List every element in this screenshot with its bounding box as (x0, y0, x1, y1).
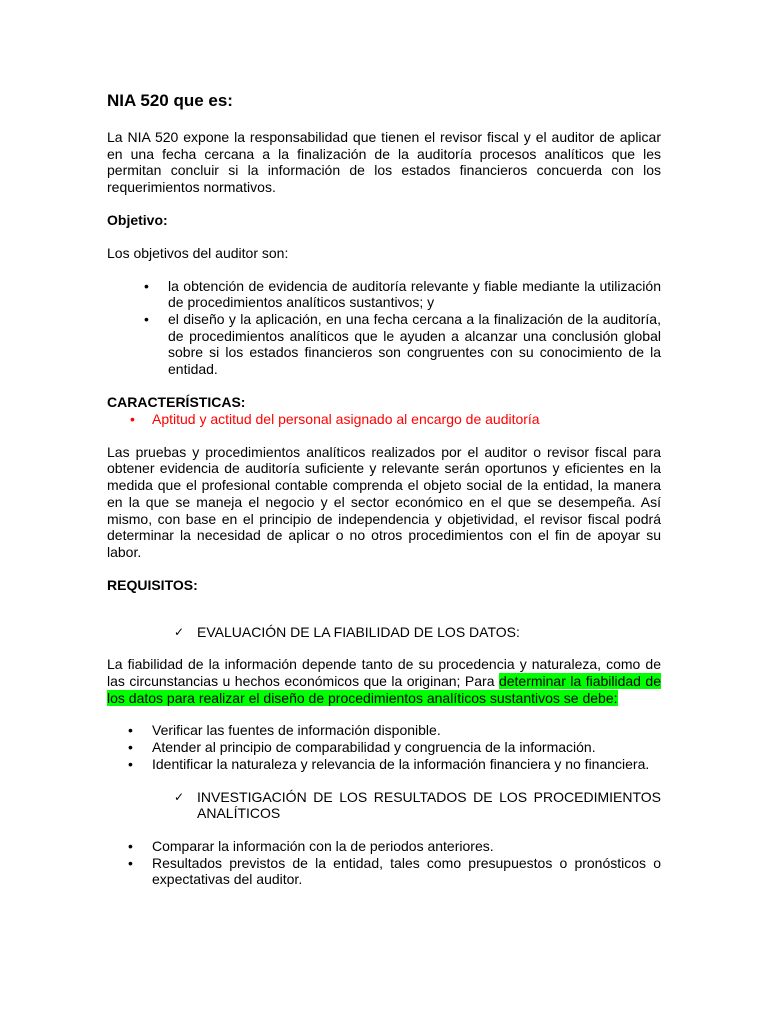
list-item (107, 838, 661, 855)
objective-lead: Los objetivos del auditor son: (107, 244, 289, 261)
list-item-text: Verificar las fuentes de información disponible. (152, 722, 441, 739)
requirement-section-2-title (107, 789, 661, 822)
list-item-text: el diseño y la aplicación, en una fecha cercana a la finalización de la auditoría, de procedimientos analíticos que le ayuden a alcanzar una conclusión global sobre si los estados financieros son congruentes con su conocimiento de la entidad. (168, 310, 661, 378)
objective-list (107, 278, 661, 378)
list-item (107, 278, 661, 311)
document-title: NIA 520 que es: (107, 91, 233, 110)
bullet-dot-icon: • (128, 722, 133, 739)
requirements-heading: REQUISITOS: (107, 576, 198, 593)
checkmark-icon: ✓ (174, 624, 185, 639)
intro-paragraph: La NIA 520 expone la responsabilidad que tienen el revisor fiscal y el auditor de aplicar en una fecha cercana a la finalización de la auditoría procesos analíticos que les permitan concluir si la información de los estados financieros concuerda con los requerimientos normativos. (107, 129, 661, 196)
list-item-text: Atender al principio de comparabilidad y congruencia de la información. (152, 739, 596, 756)
list-item-text: Resultados previstos de la entidad, tales como presupuestos o pronósticos o expectativas del auditor. (152, 854, 661, 888)
document-body (107, 91, 661, 904)
characteristics-heading: CARACTERÍSTICAS: (107, 393, 246, 410)
bullet-dot-icon: • (144, 310, 149, 327)
list-item (107, 739, 661, 756)
checkmark-icon: ✓ (174, 789, 185, 804)
bullet-dot-icon: • (128, 854, 133, 871)
list-item (107, 756, 661, 773)
list-item (107, 411, 661, 428)
list-item (107, 311, 661, 378)
list-item-text: Identificar la naturaleza y relevancia de la información financiera y no financiera. (152, 755, 650, 772)
bullet-dot-icon: • (130, 410, 135, 427)
reliability-paragraph-text: La fiabilidad de la información depende tanto de su procedencia y naturaleza, como de las circunstancias u hechos económicos que la originan; Para (107, 656, 661, 690)
bullet-dot-icon: • (128, 837, 133, 854)
list-item-text: Comparar la información con la de periodos anteriores. (152, 837, 494, 854)
objective-heading: Objetivo: (107, 211, 168, 228)
reliability-paragraph (107, 656, 661, 706)
characteristics-list (107, 411, 661, 428)
requirement-section-1-title (107, 624, 661, 641)
list-item-text: la obtención de evidencia de auditoría relevante y fiable mediante la utilización de procedimientos analíticos sustantivos; y (168, 277, 661, 311)
section-title-text: INVESTIGACIÓN DE LOS RESULTADOS DE LOS PROCEDIMIENTOS ANALÍTICOS (197, 788, 661, 822)
list-item (107, 722, 661, 739)
reliability-list (107, 722, 661, 772)
characteristics-paragraph: Las pruebas y procedimientos analíticos realizados por el auditor o revisor fiscal para obtener evidencia de auditoría suficiente y relevante serán oportunos y eficientes en la medida que el profesional contable comprenda el objeto social de la entidad, la manera en la que se maneja el negocio y el sector económico en el que se desempeña. Así mismo, con base en el principio de independencia y objetividad, el revisor fiscal podrá determinar la necesidad de aplicar o no otros procedimientos con el fin de apoyar su labor. (107, 443, 661, 560)
list-item (107, 855, 661, 888)
section-title-text: EVALUACIÓN DE LA FIABILIDAD DE LOS DATOS: (197, 623, 520, 640)
bullet-dot-icon: • (128, 739, 133, 756)
bullet-dot-icon: • (144, 277, 149, 294)
results-list (107, 838, 661, 888)
highlighted-text: determinar la fiabilidad de los datos para realizar el diseño de procedimientos analíticos sustantivos se debe: (107, 673, 661, 706)
bullet-dot-icon: • (128, 755, 133, 772)
list-item-text: Aptitud y actitud del personal asignado al encargo de auditoría (152, 410, 540, 427)
